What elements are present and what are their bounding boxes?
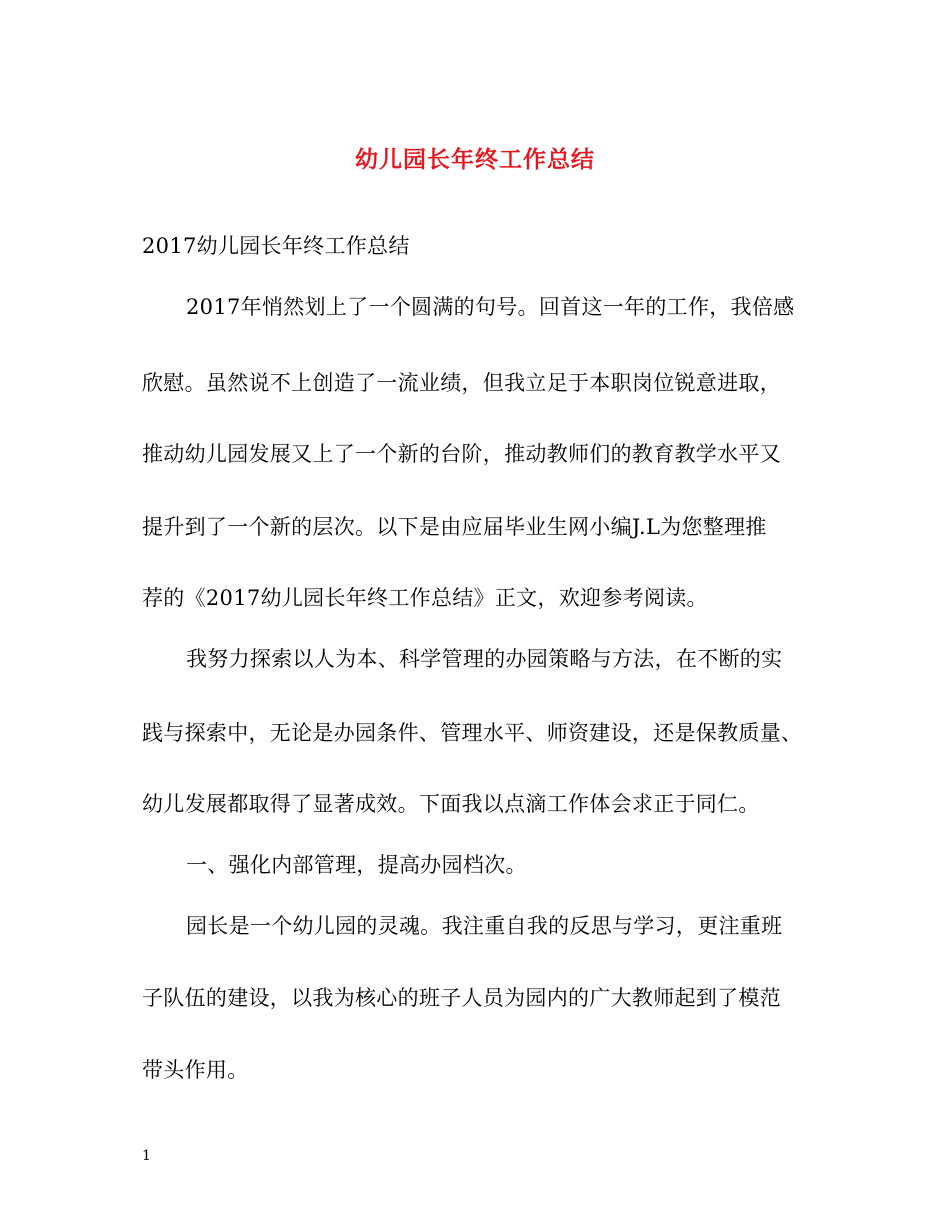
- paragraph-line: 园长是一个幼儿园的灵魂。我注重自我的反思与学习，更注重班: [186, 914, 783, 938]
- paragraph-line: 子队伍的建设，以我为核心的班子人员为园内的广大教师起到了模范: [142, 986, 781, 1010]
- page-number: 1: [142, 1148, 151, 1164]
- paragraph-line: 欣慰。虽然说不上创造了一流业绩，但我立足于本职岗位锐意进取，: [142, 371, 781, 395]
- section-heading: 一、强化内部管理，提高办园档次。: [186, 853, 527, 877]
- paragraph-line: 幼儿发展都取得了显著成效。下面我以点滴工作体会求正于同仁。: [142, 792, 760, 816]
- paragraph-line: 推动幼儿园发展又上了一个新的台阶，推动教师们的教育教学水平又: [142, 442, 781, 466]
- subtitle-line: 2017幼儿园长年终工作总结: [142, 234, 410, 258]
- paragraph-line: 荐的《2017幼儿园长年终工作总结》正文，欢迎参考阅读。: [142, 586, 708, 610]
- paragraph-line: 2017年悄然划上了一个圆满的句号。回首这一年的工作，我倍感: [186, 295, 795, 319]
- paragraph-line: 我努力探索以人为本、科学管理的办园策略与方法，在不断的实: [186, 647, 783, 671]
- document-title: 幼儿园长年终工作总结: [355, 146, 595, 173]
- paragraph-line: 提升到了一个新的层次。以下是由应届毕业生网小编J.L为您整理推: [142, 515, 767, 539]
- paragraph-line: 带头作用。: [142, 1058, 249, 1082]
- paragraph-line: 践与探索中，无论是办园条件、管理水平、师资建设，还是保教质量、: [142, 721, 803, 745]
